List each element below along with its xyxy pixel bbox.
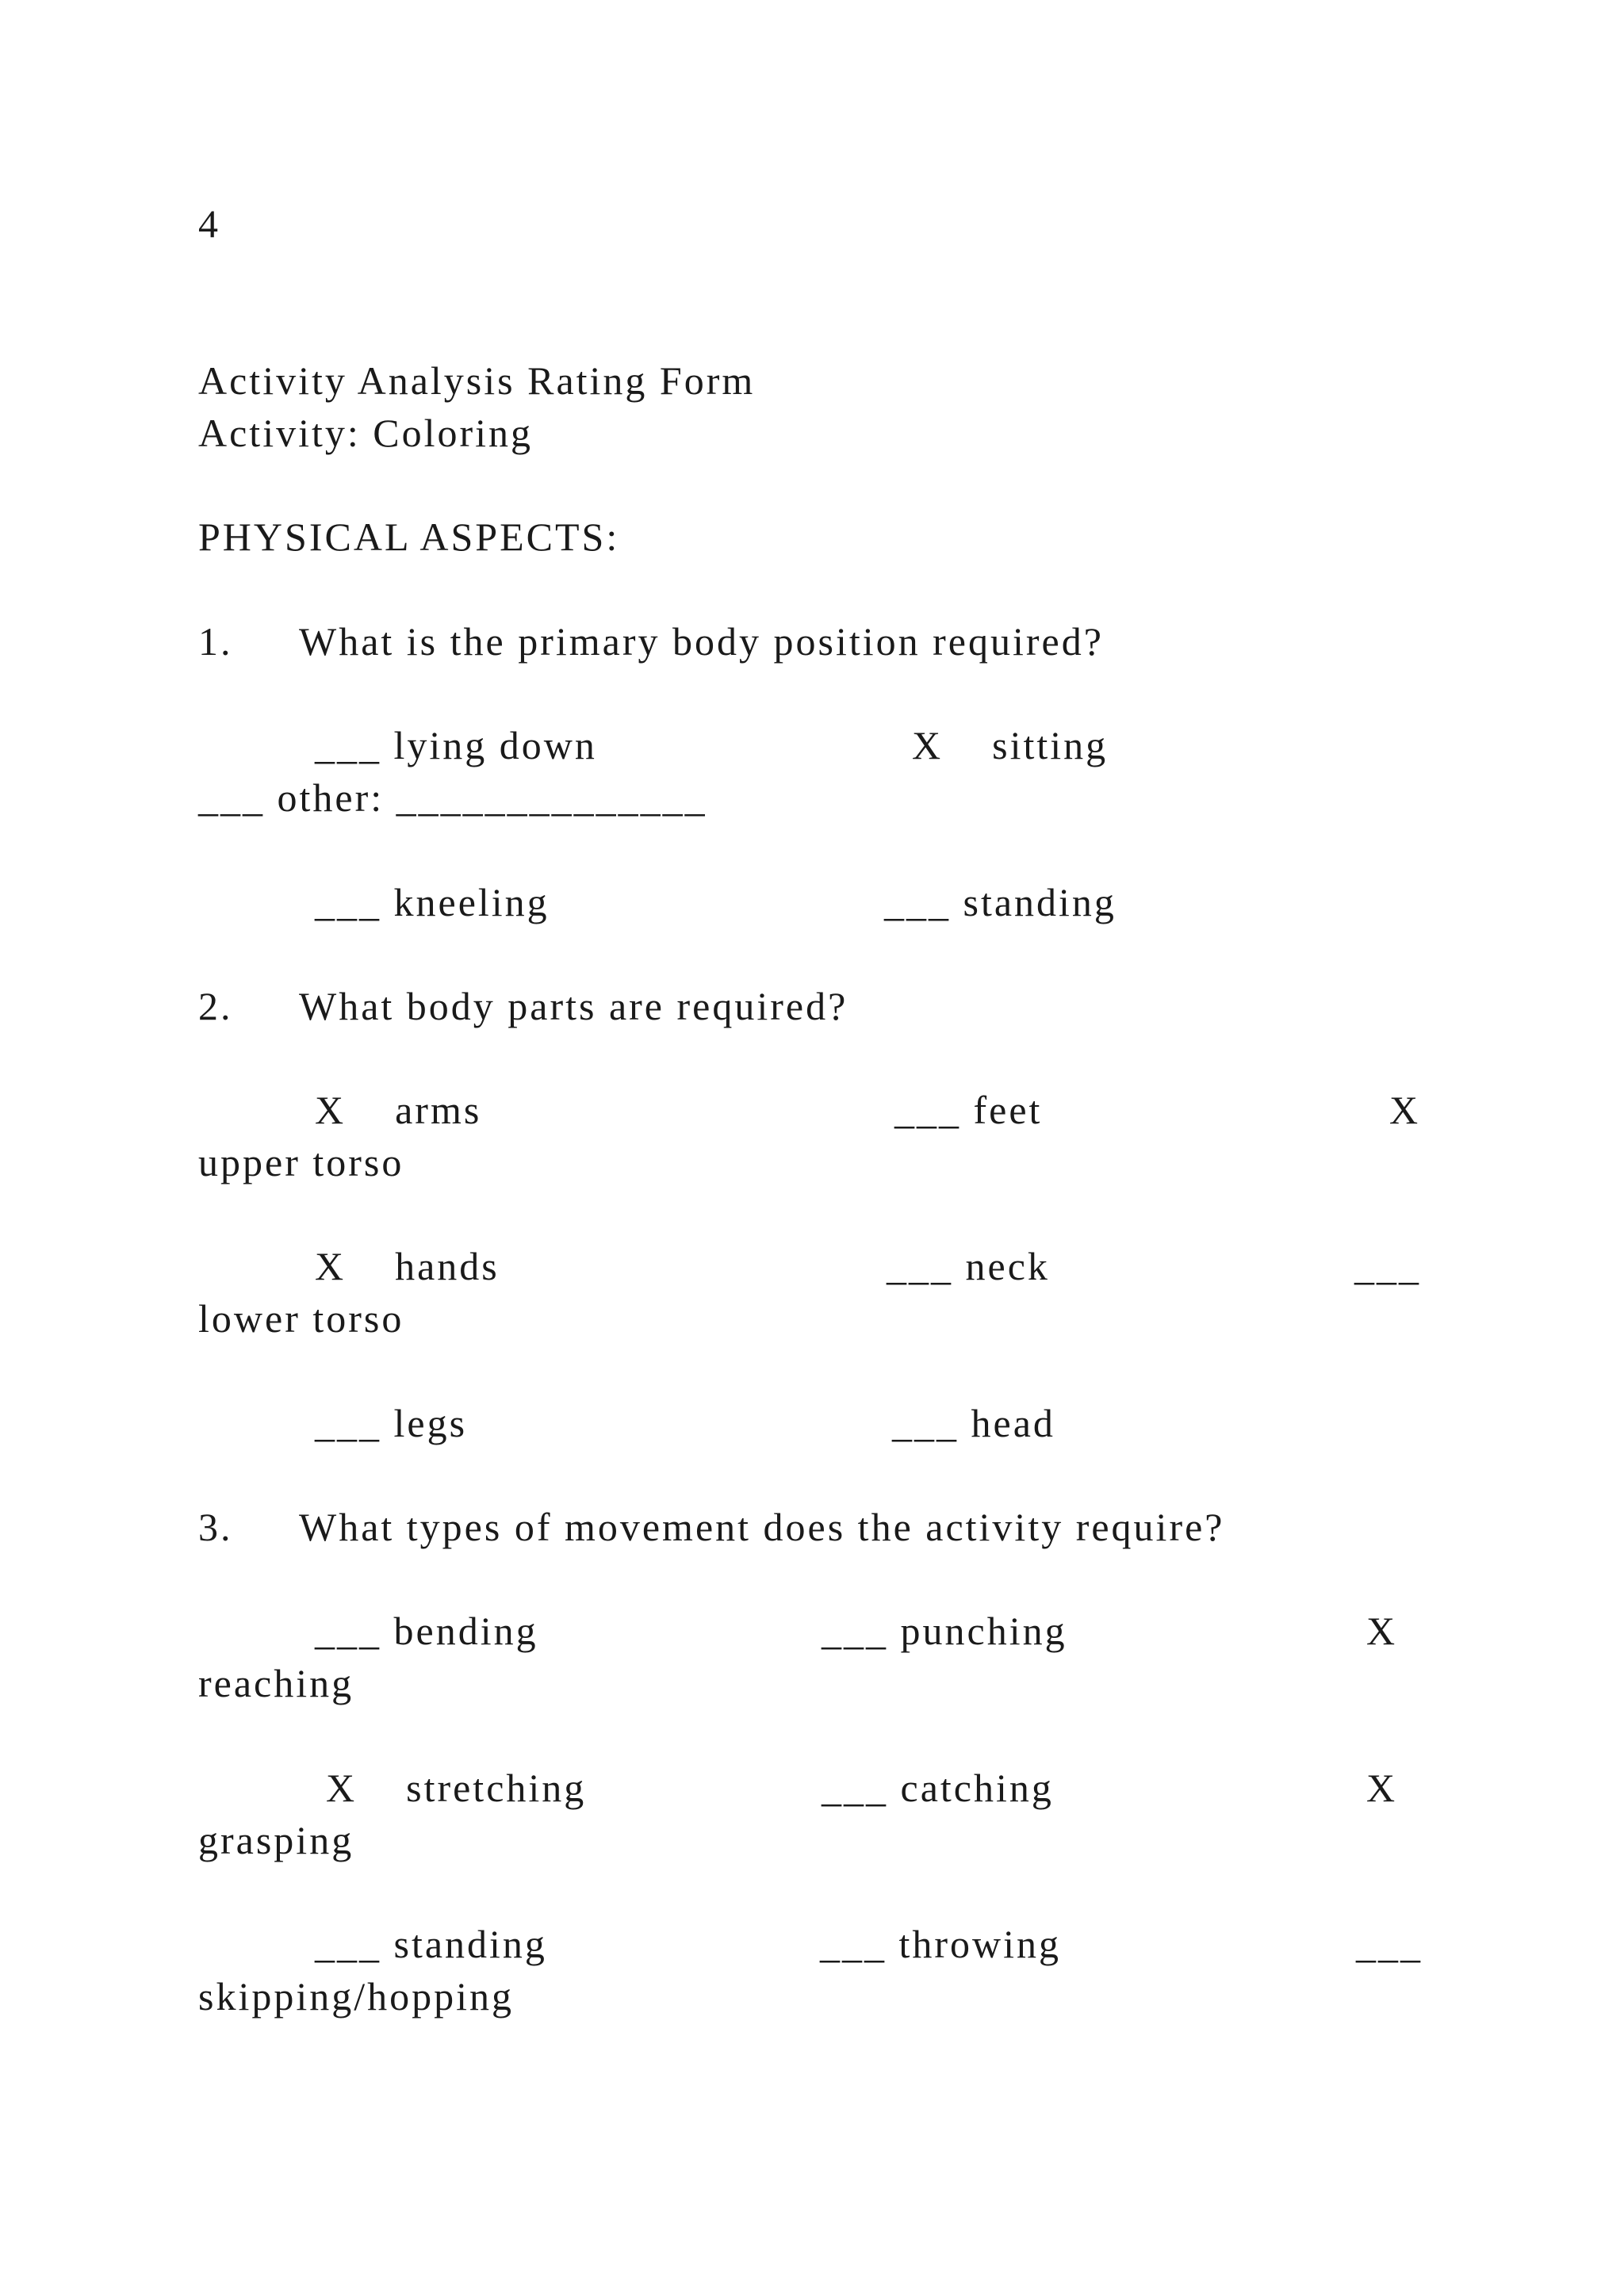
question-1-text: What is the primary body position required?: [299, 619, 1104, 664]
page-number: 4: [198, 201, 220, 246]
option-lying-down: ___ lying down: [315, 723, 597, 767]
option-standing-position: ___ standing: [884, 880, 1116, 924]
form-title: Activity Analysis Rating Form: [198, 358, 756, 403]
option-kneeling: ___ kneeling: [315, 880, 550, 924]
option-legs: ___ legs: [315, 1401, 468, 1445]
question-3-number: 3.: [198, 1505, 233, 1549]
option-stretching: X stretching: [326, 1766, 587, 1810]
option-feet: ___ feet: [894, 1088, 1043, 1132]
option-head: ___ head: [892, 1401, 1055, 1445]
option-other: ___ other: ______________: [198, 775, 707, 820]
question-2-text: What body parts are required?: [299, 984, 848, 1028]
option-upper-torso-label: upper torso: [198, 1140, 404, 1184]
option-sitting: X sitting: [912, 723, 1109, 767]
option-reaching-label: reaching: [198, 1661, 354, 1705]
option-lower-torso-mark: ___: [1354, 1244, 1421, 1288]
option-skipping-mark: ___: [1356, 1922, 1423, 1966]
question-3-text: What types of movement does the activity require?: [299, 1505, 1225, 1549]
question-1-number: 1.: [198, 619, 233, 664]
option-arms: X arms: [315, 1088, 482, 1132]
section-heading: PHYSICAL ASPECTS:: [198, 515, 620, 559]
option-skipping-label: skipping/hopping: [198, 1974, 515, 2019]
option-upper-torso-mark: X: [1389, 1088, 1421, 1132]
question-2-number: 2.: [198, 984, 233, 1028]
option-grasping-label: grasping: [198, 1818, 354, 1862]
option-catching: ___ catching: [822, 1766, 1054, 1810]
option-hands: X hands: [315, 1244, 500, 1288]
option-neck: ___ neck: [887, 1244, 1050, 1288]
option-grasping-mark: X: [1366, 1766, 1398, 1810]
option-bending: ___ bending: [315, 1609, 538, 1653]
option-reaching-mark: X: [1366, 1609, 1398, 1653]
option-throwing: ___ throwing: [820, 1922, 1062, 1966]
option-standing-movement: ___ standing: [315, 1922, 547, 1966]
option-punching: ___ punching: [822, 1609, 1067, 1653]
option-lower-torso-label: lower torso: [198, 1296, 404, 1341]
activity-line: Activity: Coloring: [198, 411, 534, 455]
